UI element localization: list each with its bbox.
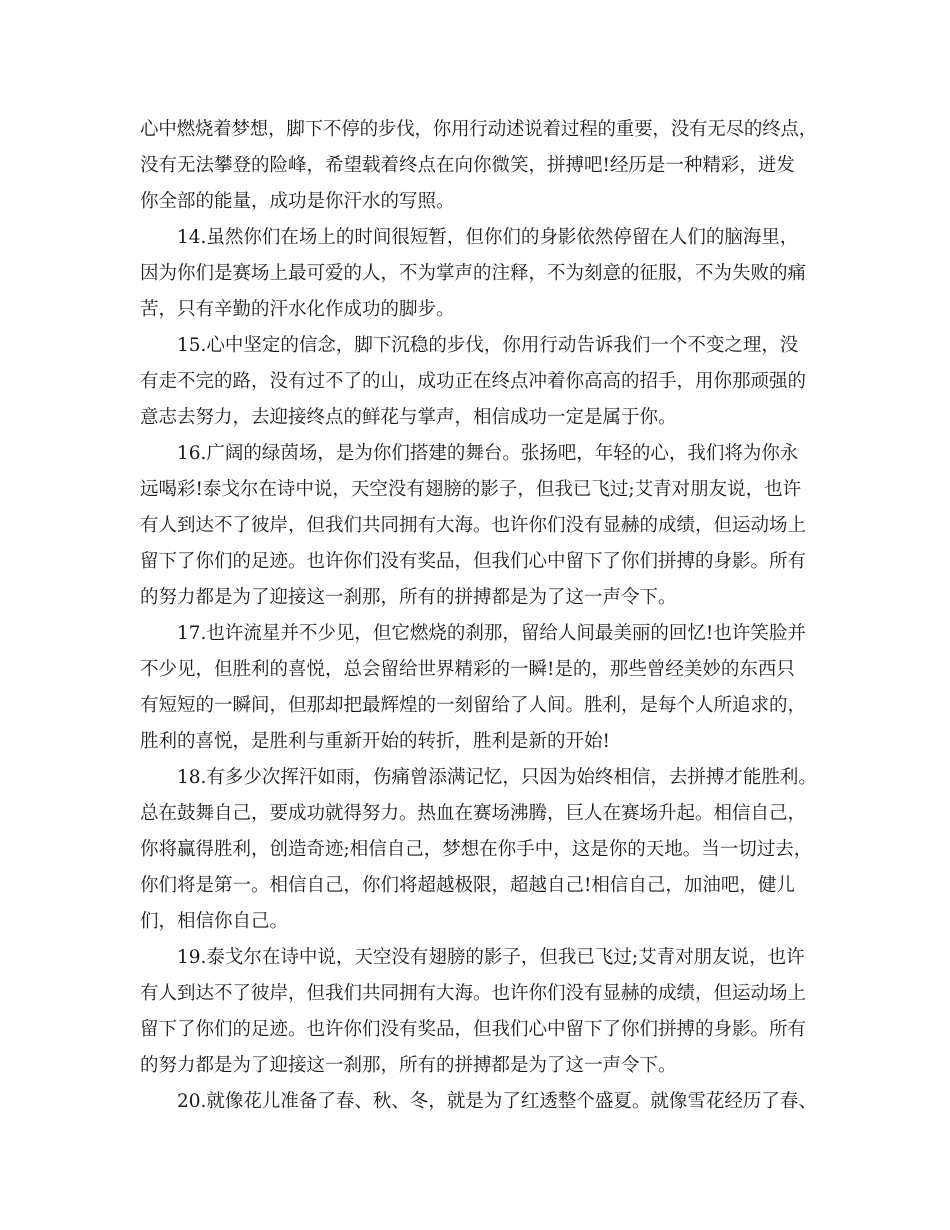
text-line: 意志去努力，去迎接终点的鲜花与掌声，相信成功一定是属于你。 [140, 407, 677, 428]
text-line: 有走不完的路，没有过不了的山，成功正在终点冲着你高高的招手，用你那顽强的 [140, 371, 807, 392]
text-line: 有人到达不了彼岸，但我们共同拥有大海。也许你们没有显赫的成绩，但运动场上 [140, 515, 807, 536]
text-line: 没有无法攀登的险峰，希望载着终点在向你微笑，拼搏吧!经历是一种精彩，迸发 [140, 155, 795, 176]
text-line: 心中燃烧着梦想，脚下不停的步伐，你用行动述说着过程的重要，没有无尽的终点， [140, 119, 818, 140]
text-line: 远喝彩!泰戈尔在诗中说，天空没有翅膀的影子，但我已飞过;艾青对朋友说，也许 [140, 479, 802, 500]
paragraph-first-line: 16.广阔的绿茵场，是为你们搭建的舞台。张扬吧，年轻的心，我们将为你永 [177, 443, 799, 464]
text-line: 的努力都是为了迎接这一刹那，所有的拼搏都是为了这一声令下。 [140, 587, 677, 608]
text-line: 你们将是第一。相信自己，你们将超越极限，超越自己!相信自己，加油吧，健儿 [140, 875, 795, 896]
text-line: 不少见，但胜利的喜悦，总会留给世界精彩的一瞬!是的，那些曾经美妙的东西只 [140, 659, 795, 680]
text-line: 你将赢得胜利，创造奇迹;相信自己，梦想在你手中，这是你的天地。当一切过去， [140, 839, 813, 860]
text-line: 留下了你们的足迹。也许你们没有奖品，但我们心中留下了你们拼搏的身影。所有 [140, 1019, 807, 1040]
paragraph-first-line: 18.有多少次挥汗如雨，伤痛曾添满记忆，只因为始终相信，去拼搏才能胜利。 [177, 767, 817, 788]
text-line: 有短短的一瞬间，但那却把最辉煌的一刻留给了人间。胜利，是每个人所追求的， [140, 695, 807, 716]
paragraph-first-line: 14.虽然你们在场上的时间很短暂，但你们的身影依然停留在人们的脑海里， [177, 227, 799, 248]
paragraph-first-line: 20.就像花儿准备了春、秋、冬，就是为了红透整个盛夏。就像雪花经历了春、 [177, 1091, 817, 1112]
paragraph-first-line: 17.也许流星并不少见，但它燃烧的刹那，留给人间最美丽的回忆!也许笑脸并 [177, 623, 806, 644]
text-line: 因为你们是赛场上最可爱的人，不为掌声的注释，不为刻意的征服，不为失败的痛 [140, 263, 807, 284]
document-body [140, 112, 820, 1120]
text-line: 总在鼓舞自己，要成功就得努力。热血在赛场沸腾，巨人在赛场升起。相信自己， [140, 803, 807, 824]
paragraph-first-line: 19.泰戈尔在诗中说，天空没有翅膀的影子，但我已飞过;艾青对朋友说，也许 [177, 947, 805, 968]
text-line: 留下了你们的足迹。也许你们没有奖品，但我们心中留下了你们拼搏的身影。所有 [140, 551, 807, 572]
text-line: 你全部的能量，成功是你汗水的写照。 [140, 191, 455, 212]
text-line: 有人到达不了彼岸，但我们共同拥有大海。也许你们没有显赫的成绩，但运动场上 [140, 983, 807, 1004]
paragraph-first-line: 15.心中坚定的信念，脚下沉稳的步伐，你用行动告诉我们一个不变之理，没 [177, 335, 799, 356]
text-line: 们，相信你自己。 [140, 911, 289, 932]
text-line: 胜利的喜悦，是胜利与重新开始的转折，胜利是新的开始! [140, 731, 610, 752]
text-line: 苦，只有辛勤的汗水化作成功的脚步。 [140, 299, 455, 320]
text-line: 的努力都是为了迎接这一刹那，所有的拼搏都是为了这一声令下。 [140, 1055, 677, 1076]
